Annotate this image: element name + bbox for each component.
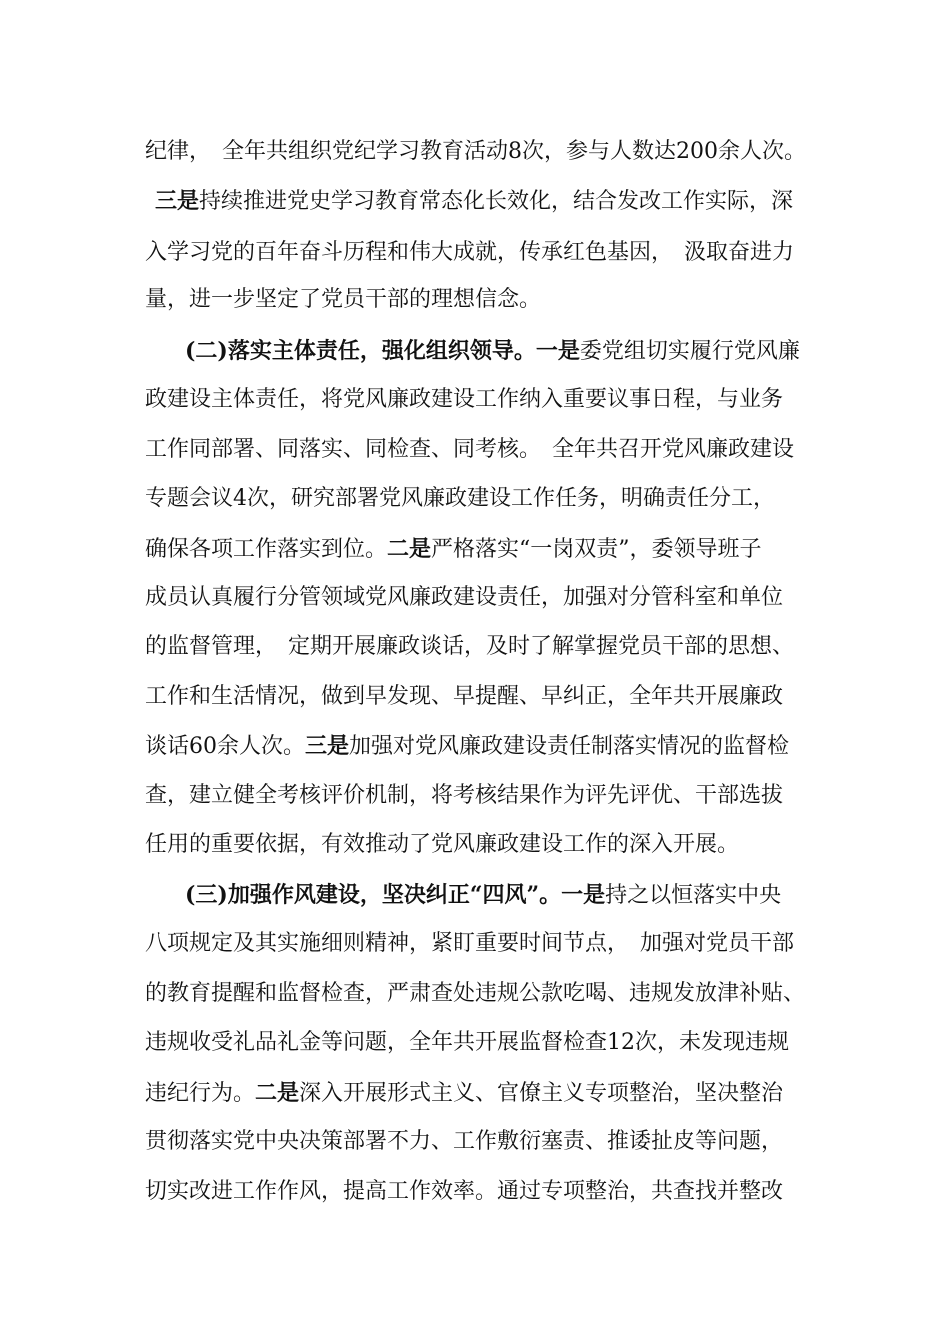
text-run: 量，进一步坚定了党员干部的理想信念。 bbox=[145, 287, 542, 312]
text-line bbox=[145, 776, 825, 816]
text-run: 加强对党风廉政建设责任制落实情况的监督检 bbox=[349, 734, 790, 759]
text-line bbox=[145, 280, 825, 320]
text-run: 八项规定及其实施细则精神，紧盯重要时间节点， 加强对党员干部 bbox=[145, 931, 795, 956]
text-line bbox=[145, 825, 825, 865]
section-heading: (二)落实主体责任，强化组织领导。一是 bbox=[185, 338, 580, 364]
text-run: 纪律， 全年共组织党纪学习教育活动8次，参与人数达200余人次。 bbox=[145, 139, 806, 164]
emphasis-run: 二是 bbox=[387, 536, 432, 562]
text-line bbox=[145, 430, 825, 470]
text-run: 切实改进工作作风，提高工作效率。通过专项整治，共查找并整改 bbox=[145, 1179, 784, 1204]
text-run: 贯彻落实党中央决策部署不力、工作敷衍塞责、推诿扯皮等问题， bbox=[145, 1129, 784, 1154]
text-run: 政建设主体责任，将党风廉政建设工作纳入重要议事日程，与业务 bbox=[145, 387, 784, 412]
text-run: 工作和生活情况，做到早发现、早提醒、早纠正，全年共开展廉政 bbox=[145, 684, 784, 709]
text-line bbox=[145, 924, 825, 964]
text-line bbox=[145, 677, 825, 717]
text-run: 工作同部署、同落实、同检查、同考核。 全年共召开党风廉政建设 bbox=[145, 437, 795, 462]
text-line bbox=[145, 529, 825, 569]
text-run: 的教育提醒和监督检查，严肃查处违规公款吃喝、违规发放津补贴、 bbox=[145, 981, 806, 1006]
section-heading-line bbox=[185, 331, 825, 371]
text-line bbox=[145, 380, 825, 420]
text-line bbox=[145, 974, 825, 1014]
text-run: 违纪行为。 bbox=[145, 1081, 256, 1106]
text-line bbox=[145, 1023, 825, 1063]
text-line bbox=[145, 578, 825, 618]
text-run: 任用的重要依据，有效推动了党风廉政建设工作的深入开展。 bbox=[145, 832, 740, 857]
text-line bbox=[145, 479, 825, 519]
text-run: 入学习党的百年奋斗历程和伟大成就，传承红色基因， 汲取奋进力 bbox=[145, 240, 795, 265]
emphasis-run: 三是 bbox=[305, 733, 350, 759]
text-run: 成员认真履行分管领域党风廉政建设责任，加强对分管科室和单位 bbox=[145, 585, 784, 610]
text-line bbox=[155, 181, 825, 221]
text-run: 违规收受礼品礼金等问题，全年共开展监督检查12次，未发现违规 bbox=[145, 1030, 789, 1055]
text-run: 持续推进党史学习教育常态化长效化，结合发改工作实际，深 bbox=[199, 189, 794, 214]
text-run: 持之以恒落实中央 bbox=[605, 883, 782, 908]
text-line bbox=[145, 1122, 825, 1162]
text-run: 深入开展形式主义、官僚主义专项整治，坚决整治 bbox=[299, 1081, 784, 1106]
text-run: 谈话60余人次。 bbox=[145, 734, 305, 759]
text-line bbox=[145, 132, 825, 172]
text-run: 严格落实“一岗双责”，委领导班子 bbox=[431, 537, 762, 562]
text-run: 委党组切实履行党风廉 bbox=[579, 339, 800, 364]
text-line bbox=[145, 726, 825, 766]
text-line bbox=[145, 627, 825, 667]
text-run: 确保各项工作落实到位。 bbox=[145, 537, 388, 562]
emphasis-run: 三是 bbox=[155, 188, 200, 214]
text-line bbox=[145, 1172, 825, 1212]
emphasis-run: 二是 bbox=[255, 1080, 300, 1106]
text-run: 的监督管理， 定期开展廉政谈话，及时了解掌握党员干部的思想、 bbox=[145, 634, 795, 659]
text-line bbox=[145, 233, 825, 273]
text-run: 查，建立健全考核评价机制，将考核结果作为评先评优、干部选拔 bbox=[145, 783, 784, 808]
text-line bbox=[145, 1073, 825, 1113]
section-heading: (三)加强作风建设，坚决纠正“四风”。一是 bbox=[185, 882, 606, 908]
text-run: 专题会议4次，研究部署党风廉政建设工作任务，明确责任分工， bbox=[145, 486, 775, 511]
section-heading-line bbox=[185, 875, 825, 915]
